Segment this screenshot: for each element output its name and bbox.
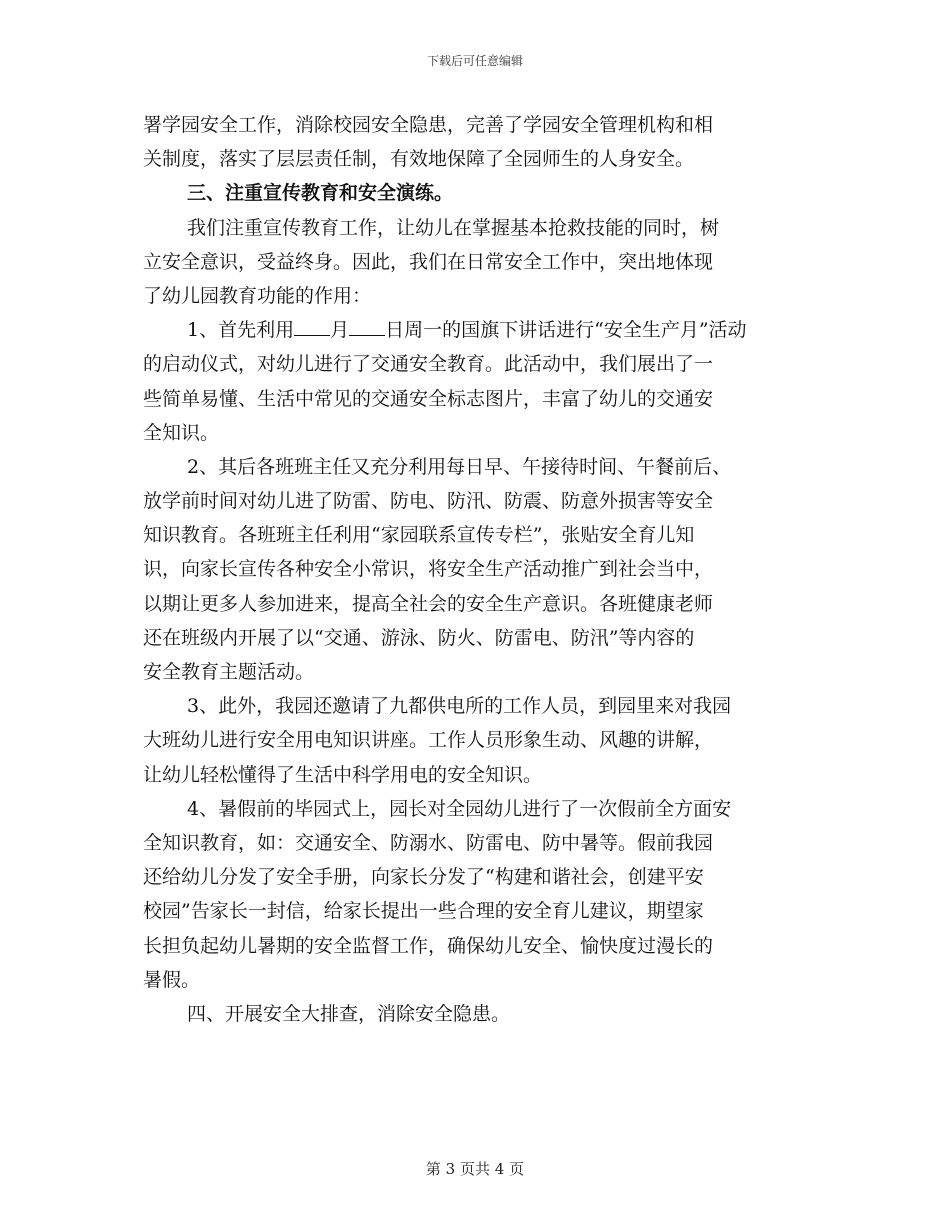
body-line: 署学园安全工作，消除校园安全隐患，完善了学园安全管理机构和相 [143,114,714,136]
text-segment: 1、首先利用 [187,319,295,342]
body-line-with-blanks [143,313,808,347]
date-blank [294,315,330,336]
body-line: 长担负起幼儿暑期的安全监督工作，确保幼儿安全、愉快度过漫长的 [143,934,714,957]
body-line: 些简单易懂、生活中常见的交通安全标志图片，丰富了幼儿的交通安 [143,387,714,410]
page-footer: 第 3 页共 4 页 [425,1160,525,1178]
body-line: 放学前时间对幼儿进了防雷、防电、防汛、防震、防意外损害等安全 [143,490,714,513]
body-line: 了幼儿园教育功能的作用： [143,284,372,307]
body-line: 还给幼儿分发了安全手册，向家长分发了“构建和谐社会，创建平安 [143,866,704,889]
body-line: 还在班级内开展了以“交通、游泳、防火、防雷电、防汛”等内容的 [143,626,695,649]
date-blank [349,315,385,336]
text-segment: 日周一的国旗下讲话进行“安全生产月”活动 [385,319,747,342]
document-body [143,108,808,1031]
body-line: 关制度，落实了层层责任制，有效地保障了全园师生的人身安全。 [143,148,695,171]
section-heading: 三、注重宣传教育和安全演练。 [187,182,454,205]
text-segment: 月 [330,319,350,342]
body-line: 识，向家长宣传各种安全小常识，将安全生产活动推广到社会当中， [143,558,714,581]
body-line: 以期让更多人参加进来，提高全社会的安全生产意识。各班健康老师 [143,592,714,615]
body-line: 让幼儿轻松懂得了生活中科学用电的安全知识。 [143,763,543,786]
body-line: 我们注重宣传教育工作，让幼儿在掌握基本抢救技能的同时，树 [187,216,720,239]
body-line: 暑假。 [143,968,201,991]
body-line: 全知识教育，如：交通安全、防溺水、防雷电、防中暑等。假前我园 [143,831,714,854]
body-line: 3、此外，我园还邀请了九都供电所的工作人员，到园里来对我园 [187,695,732,718]
page-header: 下载后可任意编辑 [426,54,523,68]
body-line: 的启动仪式，对幼儿进行了交通安全教育。此活动中，我们展出了一 [143,353,714,376]
section-heading: 四、开展安全大排查，消除安全隐患。 [187,1002,511,1025]
body-line: 大班幼儿进行安全用电知识讲座。工作人员形象生动、风趣的讲解， [143,729,714,752]
body-line: 立安全意识，受益终身。因此，我们在日常安全工作中，突出地体现 [143,250,714,273]
body-line: 2、其后各班班主任又充分利用每日早、午接待时间、午餐前后、 [187,455,732,478]
body-line: 知识教育。各班班主任利用“家园联系宣传专栏”，张贴安全育儿知 [143,524,695,547]
body-line: 校园”告家长一封信，给家长提出一些合理的安全育儿建议，期望家 [143,900,704,923]
body-line: 4、暑假前的毕园式上，园长对全园幼儿进行了一次假前全方面安 [187,797,732,820]
body-line: 全知识。 [143,421,220,444]
body-line: 安全教育主题活动。 [143,661,315,683]
